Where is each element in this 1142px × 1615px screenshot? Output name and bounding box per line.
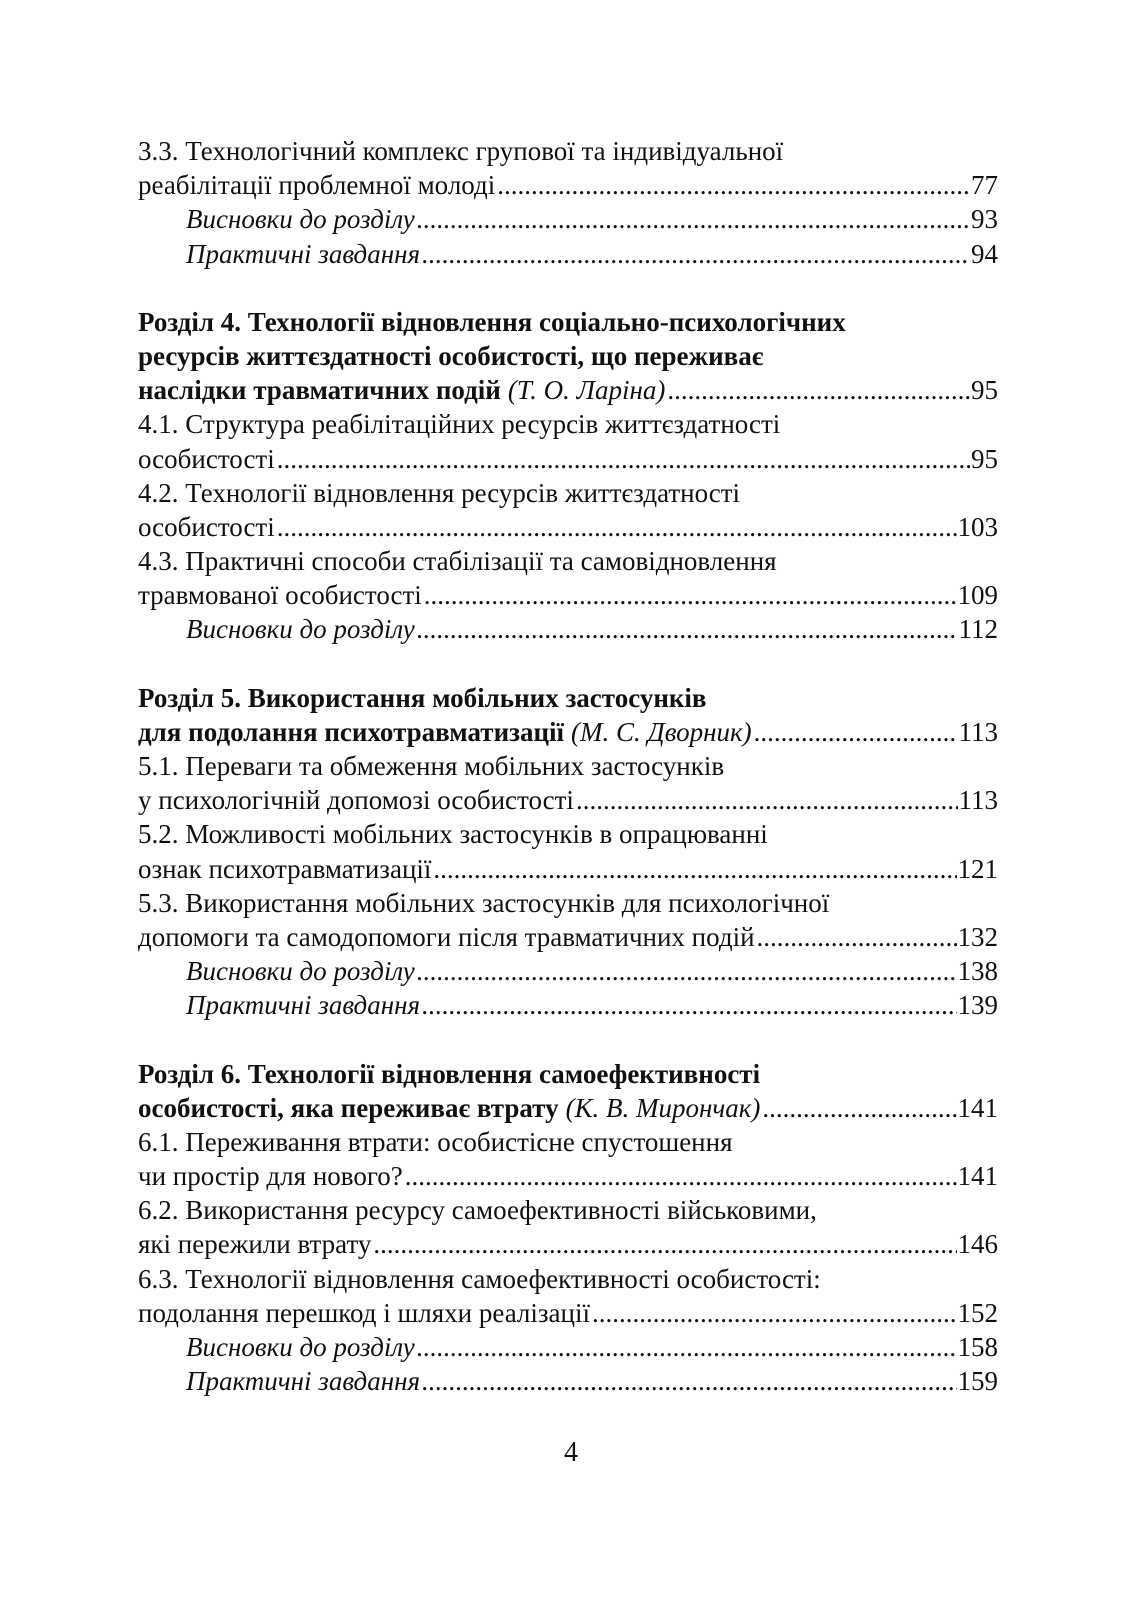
dot-leader xyxy=(417,1330,957,1364)
toc-entry-text: Практичні завдання xyxy=(186,1366,421,1397)
toc-entry-text: 5.2. Можливості мобільних застосунків в опрацюванні xyxy=(138,819,768,850)
toc-entry-text: допомоги та самодопомоги після травматичних подій xyxy=(138,921,755,952)
toc-chapter-5-line2 xyxy=(138,715,998,749)
dot-leader xyxy=(762,1091,956,1125)
dot-leader xyxy=(417,612,958,646)
toc-entry-6-3-line1 xyxy=(138,1262,998,1296)
toc-chapter-4-line3 xyxy=(138,373,998,407)
toc-chapter-5-line1 xyxy=(138,681,998,715)
toc-page-number: 112 xyxy=(958,614,998,645)
toc-entry-text: чи простір для нового? xyxy=(138,1161,403,1192)
chapter-title: ресурсів життєздатності особистості, що переживає xyxy=(138,340,764,371)
dot-leader xyxy=(417,954,957,988)
toc-page-number: 103 xyxy=(957,511,998,542)
dot-leader xyxy=(373,1227,956,1261)
toc-entry-text: 5.1. Переваги та обмеження мобільних застосунків xyxy=(138,751,725,781)
toc-entry-5-2-line2 xyxy=(138,852,998,886)
toc-page-number: 113 xyxy=(958,785,998,816)
dot-leader xyxy=(405,1159,957,1193)
toc-entry-4-2-line2 xyxy=(138,510,998,544)
dot-leader xyxy=(424,578,957,612)
chapter-title: Розділ 6. Технології відновлення самоефективності xyxy=(138,1058,761,1089)
toc-page-number: 141 xyxy=(957,1092,998,1123)
toc-entry-text: подолання перешкод і шляхи реалізації xyxy=(138,1297,590,1328)
chapter-title: особистості, яка переживає втрату xyxy=(138,1092,559,1123)
toc-page-number: 95 xyxy=(971,443,998,474)
toc-page-number: 94 xyxy=(971,238,998,269)
toc-page-number: 159 xyxy=(957,1366,998,1397)
toc-page-number: 109 xyxy=(957,580,998,611)
toc-chapter-4-line2 xyxy=(138,339,998,373)
toc-entry-6-1-line1 xyxy=(138,1125,998,1159)
toc-entry-4-2-line1 xyxy=(138,476,998,510)
dot-leader xyxy=(757,920,957,954)
toc-entry-6-2-line1 xyxy=(138,1193,998,1227)
toc-page-number: 138 xyxy=(957,956,998,987)
chapter-author: (М. С. Дворник) xyxy=(571,716,752,747)
toc-entry-6-2-line2 xyxy=(138,1227,998,1261)
toc-entry-4-3-line1 xyxy=(138,544,998,578)
toc-entry-ch6-tasks xyxy=(138,1364,998,1398)
toc-page-number: 77 xyxy=(971,170,998,201)
toc-entry-text: травмованої особистості xyxy=(138,580,422,611)
toc-entry-5-1-line1 xyxy=(138,749,998,783)
toc-page-number: 95 xyxy=(971,375,998,406)
toc-page-number: 113 xyxy=(958,716,998,747)
toc-entry-text: 4.3. Практичні способи стабілізації та самовідновлення xyxy=(138,546,777,577)
toc-entry-4-3-line2 xyxy=(138,578,998,612)
toc-entry-text: Висновки до розділу xyxy=(186,614,415,645)
toc-chapter-6-line2 xyxy=(138,1091,998,1125)
toc-entry-6-1-line2 xyxy=(138,1159,998,1193)
toc-entry-text: Практичні завдання xyxy=(186,990,421,1021)
dot-leader xyxy=(277,442,970,476)
toc-entry-text: 6.3. Технології відновлення самоефективності особистості: xyxy=(138,1263,821,1294)
toc-page-number: 93 xyxy=(971,204,998,235)
toc-entry-text: 4.2. Технології відновлення ресурсів життєздатності xyxy=(138,477,741,508)
toc-entry-text: у психологічній допомозі особистості xyxy=(138,785,574,816)
toc-entry-3-3-line2 xyxy=(138,168,998,202)
toc-entry-text: 4.1. Структура реабілітаційних ресурсів життєздатності xyxy=(138,409,781,440)
toc-page-number: 139 xyxy=(957,990,998,1021)
dot-leader xyxy=(422,988,956,1022)
toc-page-number: 158 xyxy=(957,1332,998,1362)
toc-page-number: 141 xyxy=(957,1161,998,1192)
toc-entry-text: 6.1. Переживання втрати: особистісне спустошення xyxy=(138,1126,733,1157)
toc-chapter-6-line1 xyxy=(138,1057,998,1091)
dot-leader xyxy=(667,373,970,407)
toc-entry-ch5-conclusions xyxy=(138,954,998,988)
toc-entry-text: Висновки до розділу xyxy=(186,1332,415,1362)
toc-entry-text: Практичні завдання xyxy=(186,238,421,269)
dot-leader xyxy=(592,1296,957,1330)
toc-entry-text: Висновки до розділу xyxy=(186,956,415,987)
toc-entry-3-3-line1 xyxy=(138,134,998,168)
toc-entry-text: 5.3. Використання мобільних застосунків для психологічної xyxy=(138,887,830,918)
toc-entry-5-3-line1 xyxy=(138,886,998,920)
toc-entry-ch3-conclusions xyxy=(138,202,998,236)
dot-leader xyxy=(277,510,957,544)
chapter-title: Розділ 5. Використання мобільних застосунків xyxy=(138,682,707,713)
toc-entry-5-3-line2 xyxy=(138,920,998,954)
toc-entry-ch5-tasks xyxy=(138,988,998,1022)
toc-entry-text: які пережили втрату xyxy=(138,1229,372,1260)
toc-entry-text: 3.3. Технологічний комплекс групової та індивідуальної xyxy=(138,136,784,166)
toc-entry-ch4-conclusions xyxy=(138,612,998,646)
dot-leader xyxy=(433,852,956,886)
toc-entry-text: реабілітації проблемної молоді xyxy=(138,170,496,201)
toc-entry-ch3-tasks xyxy=(138,237,998,271)
toc-chapter-4-line1 xyxy=(138,305,998,339)
toc-entry-5-1-line2 xyxy=(138,783,998,817)
toc-entry-4-1-line1 xyxy=(138,407,998,441)
toc-entry-5-2-line1 xyxy=(138,817,998,851)
toc-page-number: 152 xyxy=(957,1297,998,1328)
dot-leader xyxy=(754,715,958,749)
toc-entry-text: особистості xyxy=(138,443,275,474)
dot-leader xyxy=(422,237,970,271)
toc-page-number: 132 xyxy=(957,921,998,952)
chapter-title: Розділ 4. Технології відновлення соціально-психологічних xyxy=(138,306,846,337)
chapter-title: для подолання психотравматизації xyxy=(138,716,565,747)
table-of-contents xyxy=(138,134,998,1398)
page-number: 4 xyxy=(564,1437,578,1468)
toc-entry-ch6-conclusions xyxy=(138,1330,998,1364)
dot-leader xyxy=(497,168,970,202)
toc-page-number: 146 xyxy=(957,1229,998,1260)
chapter-author: (Т. О. Ларіна) xyxy=(507,375,666,406)
dot-leader xyxy=(417,202,970,236)
chapter-author: (К. В. Мирончак) xyxy=(565,1092,761,1123)
toc-entry-text: 6.2. Використання ресурсу самоефективності військовими, xyxy=(138,1195,817,1226)
dot-leader xyxy=(576,783,958,817)
toc-page-number: 121 xyxy=(957,853,998,884)
dot-leader xyxy=(422,1364,956,1398)
chapter-title: наслідки травматичних подій xyxy=(138,375,501,406)
toc-entry-text: особистості xyxy=(138,511,275,542)
toc-entry-4-1-line2 xyxy=(138,442,998,476)
toc-entry-text: ознак психотравматизації xyxy=(138,853,432,884)
toc-entry-6-3-line2 xyxy=(138,1296,998,1330)
toc-entry-text: Висновки до розділу xyxy=(186,204,415,235)
